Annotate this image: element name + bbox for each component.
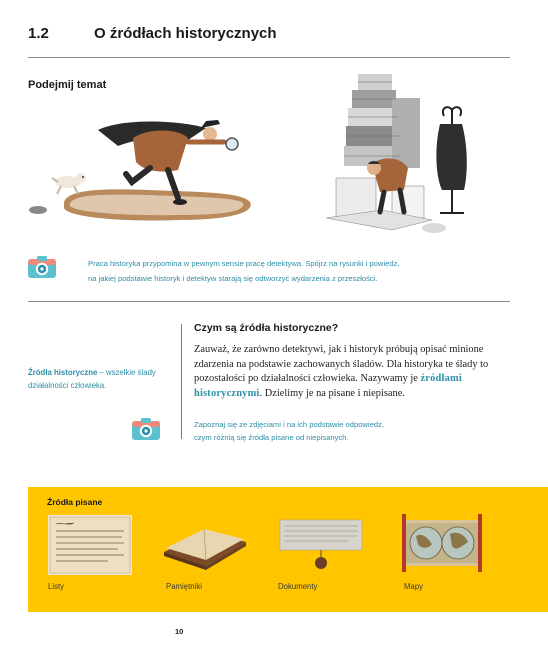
definition-term: Źródła historyczne <box>28 368 98 377</box>
body-text-part-1: Zauważ, że zarówno detektywi, jak i historyk próbują opisać minione zdarzenia na podstawie zachowanych śladów. Dla historyka te ślady to pozostałości po działalności człowieka. Nazywamy je <box>194 344 489 385</box>
topic-heading: Podejmij temat <box>28 79 107 91</box>
written-sources-title: Źródła pisane <box>47 497 103 507</box>
page-number: 10 <box>175 627 184 636</box>
caption-documents: Dokumenty <box>278 582 318 591</box>
section-number: 1.2 <box>28 25 49 42</box>
camera-icon <box>28 256 56 278</box>
body-term: źródłami historycznymi <box>194 373 462 399</box>
caption-diaries: Pamiętniki <box>166 582 202 591</box>
caption-letters: Listy <box>48 582 65 591</box>
top-divider <box>28 57 510 58</box>
section-title: O źródłach historycznych <box>94 25 277 42</box>
body-paragraph <box>194 343 512 401</box>
definition-note <box>28 366 168 392</box>
caption-maps: Mapy <box>404 582 424 591</box>
subheading: Czym są źródła historyczne? <box>194 322 339 334</box>
task-instruction-2 <box>194 418 494 444</box>
detective-illustration <box>28 110 258 225</box>
document-photo <box>278 516 364 572</box>
historian-illustration <box>322 68 472 240</box>
definition-text: – wszelkie ślady działalności człowieka. <box>28 368 156 390</box>
map-photo <box>402 514 482 572</box>
body-text-part-2: . Dzielimy je na pisane i niepisane. <box>259 387 405 399</box>
task-2-line-1: Zapoznaj się ze zdjęciami i na ich podstawie odpowiedz, <box>194 420 384 429</box>
task-2-line-2: czym różnią się źródła pisane od niepisanych. <box>194 433 349 442</box>
column-divider <box>181 324 182 439</box>
camera-icon <box>132 418 160 440</box>
letter-photo <box>48 515 132 575</box>
task-1-line-2: na jakiej podstawie historyk i detektyw starają się odtworzyć wydarzenia z przeszłości. <box>88 274 378 283</box>
task-instruction-1 <box>88 256 478 286</box>
task-1-line-1: Praca historyka przypomina w pewnym sensie pracę detektywa. Spójrz na rysunki i powiedz, <box>88 259 400 268</box>
diary-photo <box>160 518 248 574</box>
middle-divider <box>28 301 510 302</box>
